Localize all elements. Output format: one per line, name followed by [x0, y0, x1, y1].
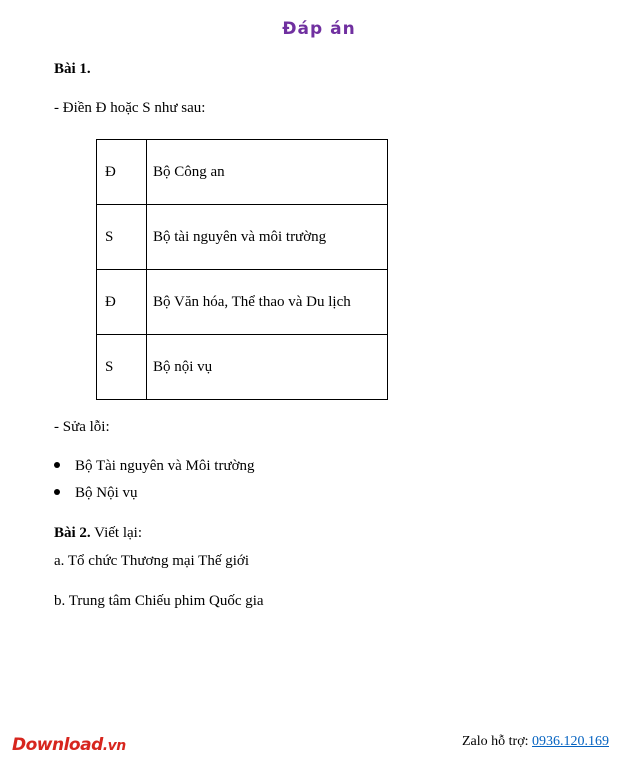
answer-mark: S — [97, 335, 147, 400]
agency-name: Bộ Công an — [147, 140, 388, 205]
exercise-2-instruction: Viết lại: — [94, 525, 143, 541]
answer-b: b. Trung tâm Chiếu phim Quốc gia — [54, 593, 264, 609]
logo-main-text: Download — [12, 735, 103, 755]
table-row — [97, 140, 388, 205]
agency-name: Bộ nội vụ — [147, 335, 388, 400]
logo-suffix-text: .vn — [102, 738, 126, 754]
corrections-label: - Sửa lỗi: — [54, 419, 110, 435]
answer-table — [96, 139, 388, 400]
exercise-2-heading: Bài 2. — [54, 525, 91, 541]
exercise-1-heading: Bài 1. — [54, 61, 91, 77]
answer-a: a. Tổ chức Thương mại Thế giới — [54, 553, 250, 569]
exercise-1-instruction: - Điền Đ hoặc S như sau: — [54, 100, 206, 116]
bullet-icon — [54, 462, 60, 468]
answer-mark: Đ — [97, 140, 147, 205]
agency-name: Bộ tài nguyên và môi trường — [147, 205, 388, 270]
list-item — [54, 458, 255, 475]
correction-text: Bộ Tài nguyên và Môi trường — [75, 458, 255, 474]
exercise-2-line — [54, 525, 142, 542]
table-row — [97, 335, 388, 400]
agency-name: Bộ Văn hóa, Thể thao và Du lịch — [147, 270, 388, 335]
download-logo[interactable] — [12, 735, 126, 755]
answer-mark: S — [97, 205, 147, 270]
bullet-icon — [54, 489, 60, 495]
page-title: Đáp án — [282, 19, 356, 39]
table-row — [97, 205, 388, 270]
answer-mark: Đ — [97, 270, 147, 335]
list-item — [54, 485, 138, 502]
support-label: Zalo hỗ trợ: — [462, 734, 529, 749]
table-row — [97, 270, 388, 335]
support-phone-link[interactable]: 0936.120.169 — [532, 734, 609, 749]
correction-text: Bộ Nội vụ — [75, 485, 138, 501]
support-footer — [462, 734, 609, 750]
